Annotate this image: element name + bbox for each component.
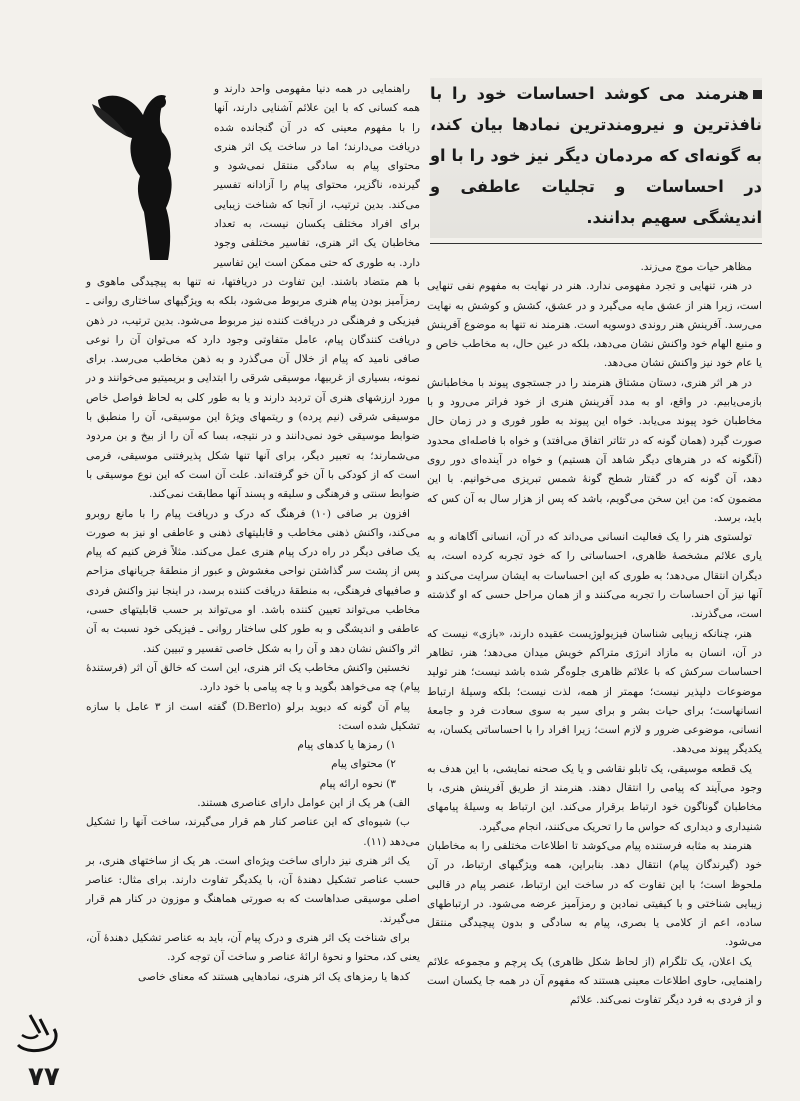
message-factors-list [86,736,420,794]
paragraph: نخستین واکنش مخاطب یک اثر هنری، این است که خالق آن اثر (فرستندهٔ پیام) چه می‌خواهد بگوید و با چه پیامی با خود دارد. [86,661,420,694]
list-item: ۱) رمزها یا کدهای پیام [297,739,396,752]
square-bullet-icon [753,90,762,99]
paragraph: ب) شیوه‌ای که این عناصر کنار هم قرار می‌گیرند، ساخت آنها را تشکیل می‌دهد (۱۱). [86,816,420,848]
page-number: ۷۷ [28,1062,60,1092]
paragraph: مظاهر حیات موج می‌زند. [640,261,752,273]
right-column [427,258,762,1011]
paragraph: راهنمایی در همه دنیا مفهومی واحد دارند و همه کسانی که با این علائم آشنایی دارند، آنها را با مفهوم معینی که در آن گنجانده شده دریافت می‌دارند؛ اما در ساخت یک اثر هنری محتوای پیام به سادگی منتقل نمی‌شود و گیرنده، ناگزیر، محتوای پیام را آزادانه تفسیر می‌کند. بدین ترتیب، از آنجا که شناخت زیبایی برای افراد مختلف یکسان نیست، به تعداد مخاطبان یک اثر هنری، تفاسیر مختلفی وجود دارد. به طوری که حتی ممکن است این تفاسیر با هم متضاد باشند. این تفاوت در دریافتها، نه تنها به پیچیدگی ماهوی و رمزآمیز بودن پیام هنری مربوط می‌شود، بلکه به ویژگیهای ساختاری روانی ـ فیزیکی و فرهنگی در دریافت کننده نیز مربوط می‌شود. بدین ترتیب، در ذهن دریافت کنندگان پیام، عامل متفاوتی وجود دارد که می‌توان آن را نوعی صافی نامید که پیام از خلال آن می‌گذرد و به ذهن مخاطب می‌رسد. برای نمونه، بسیاری از غربیها، موسیقی شرقی را ابتدایی و بریمیتیو می‌خوانند و در مورد ارزشهای هنری آن تردید دارند و یا به طور کلی به لحاظ فواصل خاص موسیقی شرقی (نیم پرده) و ریتمهای ویژهٔ این موسیقی، آن را منطبق با ضوابط موسیقی خود نمی‌دانند و در نتیجه، بسا که آن را از بیخ و بن مردود می‌شمارند؛ به تعبیر دیگر، برای آنها تنها شکل پذیرفتنی موسیقی، فرمی است که از کودکی با آن خو گرفته‌اند. علت آن است که این نوع موسیقی با ضوابط سنتی و فرهنگی و سلیقه و پسند آنها مطابقت نمی‌کند. [86,83,420,501]
left-column [86,80,420,987]
paragraph: در هر اثر هنری، دستان مشتاق هنرمند را در جستجوی پیوند با مخاطبانش بازمی‌یابیم. در واقع، او به مدد آفرینش هنری از خود فراتر می‌رود و با مخاطبان خود پیوند می‌یابد. خواه این پیوند به طور فوری و در زمان حال صورت گیرد (همان گونه که در تئاتر اتفاق می‌افتد) و خواه با فاصله‌ای محدود (آنگونه که در هنرهای دیگر شاهد آن هستیم) و خواه در آینده‌ای دور روی دهد، آن گونه که در گفتار شطح گونهٔ شمس تبریزی می‌خوانیم. با این مضمون که: من این سخن می‌گویم، باشد که پس از هزار سال به آن کس که باید، برسد. [427,376,762,524]
paragraph: یک قطعه موسیقی، یک تابلو نقاشی و یا یک صحنه نمایشی، با این هدف به وجود می‌آیند که پیامی را انتقال دهند. هنرمند از طریق آفرینش هنری، با مخاطبان گوناگون خود ارتباط برقرار می‌کند. این ارتباط به وسیلهٔ پیامهای شنیداری و دیداری که حواس ما را تحریک می‌کنند، انجام می‌گیرد. [427,762,762,833]
kerman-logo [10,1005,66,1061]
paragraph: هنرمند به مثابه فرستنده پیام می‌کوشد تا اطلاعات مختلفی را به مخاطبان خود (گیرندگان پیام) انتقال دهد. بنابراین، همه ویژگیهای ارتباط، در آن ملحوظ است؛ با این تفاوت که در ساخت این ارتباط، عنصر پیام در قالبی زیبایی شناختی و با کیفیتی نمادین و رمزآمیز عرضه می‌شود. در ارتباطهای ساده، اعم از کلامی یا بصری، پیام به سادگی و بدون پیچیدگی منتقل می‌شود. [427,839,762,949]
pull-quote [430,78,762,238]
paragraph: برای شناخت یک اثر هنری و درک پیام آن، باید به عناصر تشکیل دهندهٔ آن، یعنی کد، محتوا و نحوهٔ ارائهٔ عناصر و ساخت آن توجه کرد. [86,932,420,964]
paragraph: هنر، چنانکه زیبایی شناسان فیزیولوژیست عقیده دارند، «بازی» نیست که در آن، انسان به مازاد انرژی متراکم خویش میدان می‌دهد؛ هنر، تظاهر احساسات سرکش که با علائم ظاهری جلوه‌گر شده باشد نیست؛ هنر تولید موضوعات دلپذیر نیست؛ مهمتر از همه، لذت نیست؛ بلکه وسیلهٔ ارتباط انسانهاست؛ برای حیات بشر و برای سیر به سوی سعادت فرد و جامعهٔ انسانی، موضوعی ضرور و لازم است؛ زیرا افراد را با احساساتی یکسان، به یکدیگر پیوند می‌دهد. [427,627,762,756]
list-item: ۳) نحوه ارائه پیام [319,777,396,790]
paragraph: یک اثر هنری نیز دارای ساخت ویژه‌ای است. هر یک از ساختهای هنری، بر حسب عناصر تشکیل دهندهٔ آن، با یکدیگر تفاوت دارند. برای مثال: عناصر اصلی موسیقی صداهاست که به صورتی هماهنگ و موزون در کنار هم قرار می‌گیرند. [86,854,420,925]
paragraph: افزون بر صافی (۱۰) فرهنگ که درک و دریافت پیام را با مانع روبرو می‌کند، واکنش ذهنی مخاطب و قابلیتهای ذهنی و عاطفی او نیز به صورت یک صافی دیگر در راه درک پیام هنری عمل می‌کند. مثلاً فرض کنیم که پیام پس از پشت سر گذاشتن نواحی مغشوش و عبور از منطقهٔ جریانهای مزاحم و صافیهای فرهنگی، به منطقهٔ دریافت کننده برسد، در اینجا نیز واکنش فردی مخاطب می‌تواند تعیین کننده باشد. او می‌تواند بر حسب قابلیتهای حسی، عاطفی و اندیشگی و به طور کلی ساختار روانی ـ فیزیکی خود نسبت به آن اثر واکنش نشان دهد و آن را به شکل خاصی تفسیر و تبیین کند. [86,507,420,655]
paragraph: تولستوی هنر را یک فعالیت انسانی می‌داند که در آن، انسانی آگاهانه و به یاری علائم مشخصهٔ ظاهری، احساساتی را که خود تجربه کرده است، به دیگران انتقال می‌دهد؛ به طوری که این احساسات به ایشان سرایت می‌کند و آنها نیز آن احساسات را تجربه می‌کنند و از همان مراحل حسی که او گذشته است، می‌گذرند. [427,531,762,621]
paragraph: یک اعلان، یک تلگرام (از لحاظ شکل ظاهری) یک پرچم و مجموعه علائم راهنمایی، حاوی اطلاعات معینی هستند که مفهوم آن در همه جا یکسان است و از فردی به فرد دیگر تفاوت نمی‌کند. علائم [427,955,762,1007]
pull-quote-text: هنرمند می کوشد احساسات خود را با نافذترین و نیرومندترین نمادها بیان کند، به گونه‌ای که مردمان دیگر نیز خود را با او در احساسات و تجلیات عاطفی و اندیشگی سهیم بدانند. [430,84,762,227]
paragraph: پیام آن گونه که دیوید برلو (D.Berlo) گفته است از ۳ عامل با سازه تشکیل شده است: [86,700,420,732]
paragraph: کدها یا رمزهای یک اثر هنری، نمادهایی هستند که معنای خاصی [138,970,410,983]
list-item: ۲) محتوای پیام [331,758,396,771]
paragraph: در هنر، تنهایی و تجرد مفهومی ندارد. هنر در نهایت به مفهوم نفی تنهایی است، زیرا هنر از عشق مایه می‌گیرد و در عشق، کشش و کوشش به نهایت می‌رسد. آفرینش هنر روندی دوسویه است. هنرمند نه تنها به موضوع آفرینش و منبع الهام خود واکنش نشان می‌دهد، بلکه در عین حال، به مخاطب خاص و یا عام خود نیز واکنش نشان می‌دهد. [427,280,762,370]
divider [430,243,762,244]
paragraph: الف) هر یک از این عوامل دارای عناصری هستند. [197,796,410,809]
